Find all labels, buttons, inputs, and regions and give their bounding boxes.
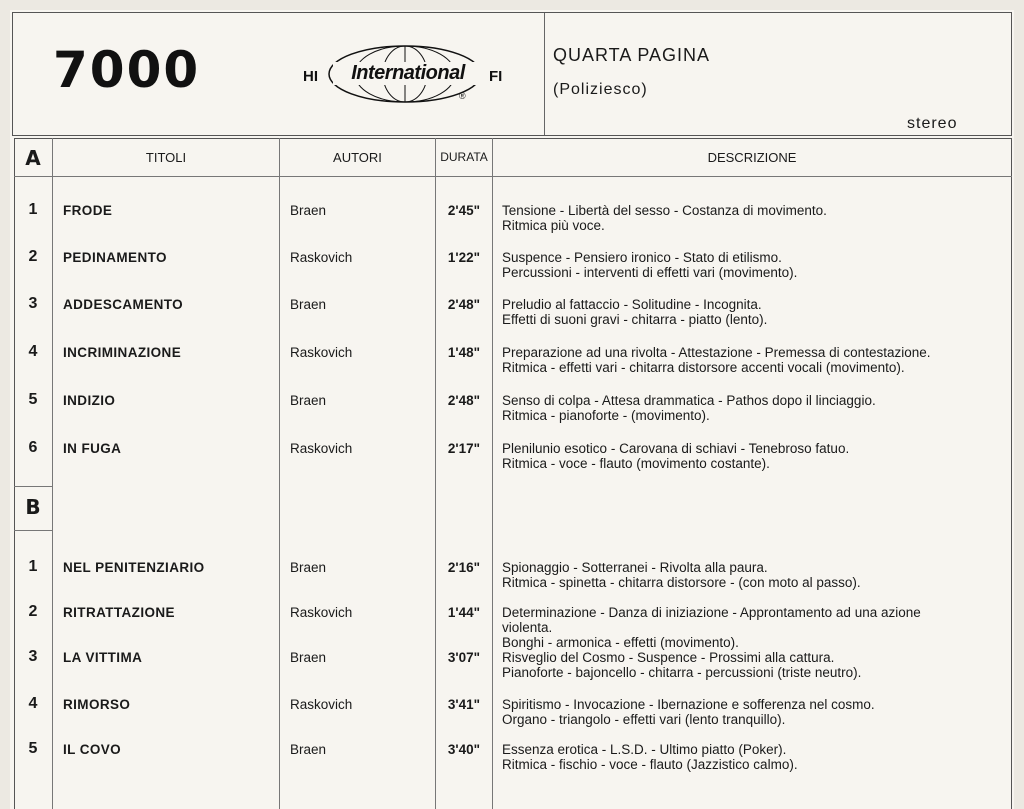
track-number: 5 [28,391,38,408]
track-title: PEDINAMENTO [63,250,167,265]
track-description [502,393,1006,423]
track-author: Braen [290,560,327,575]
track-duration: 1'44" [447,605,481,620]
track-description [502,441,1006,471]
track-author: Raskovich [290,345,353,360]
track-number: 3 [28,295,38,312]
description-line: Determinazione - Danza di iniziazione - Approntamento ad una azione [502,605,921,620]
series-title: QUARTA PAGINA [553,45,711,65]
side-a-label: A [25,146,41,170]
track-title: INDIZIO [63,393,116,408]
track-number: 4 [28,695,38,712]
track-title: RITRATTAZIONE [63,605,175,620]
track-number: 4 [28,343,38,360]
description-line: Bonghi - armonica - effetti (movimento). [502,635,739,650]
description-line: Risveglio del Cosmo - Suspence - Prossimi alla cattura. [502,650,835,665]
track-author: Braen [290,650,327,665]
track-title: FRODE [63,203,113,218]
genre: (Poliziesco) [553,81,648,98]
description-line: Essenza erotica - L.S.D. - Ultimo piatto (Poker). [502,742,787,757]
header [12,12,1012,136]
track-author: Braen [290,297,327,312]
track-duration: 2'16" [447,560,481,575]
description-line: Ritmica - spinetta - chitarra distorsore - (con moto al passo). [502,575,861,590]
header-rule [14,176,1012,177]
description-line: Plenilunio esotico - Carovana di schiavi - Tenebroso fatuo. [502,441,850,456]
track-title: LA VITTIMA [63,650,143,665]
registered-mark: ® [459,91,466,101]
column-divider [279,138,280,809]
column-header-titles: TITOLI [145,150,187,165]
description-line: Ritmica - voce - flauto (movimento costante). [502,456,770,471]
track-duration: 1'48" [447,345,481,360]
track-description [502,742,1006,772]
track-duration: 1'22" [447,250,481,265]
track-author: Raskovich [290,250,353,265]
track-author: Raskovich [290,441,353,456]
description-line: Preludio al fattaccio - Solitudine - Incognita. [502,297,762,312]
side-b-rule [14,486,53,487]
track-duration: 3'07" [447,650,481,665]
brand-prefix: HI [303,68,318,85]
description-line: Spiritismo - Invocazione - Ibernazione e sofferenza nel cosmo. [502,697,875,712]
description-line: Spionaggio - Sotterranei - Rivolta alla paura. [502,560,768,575]
format-label: stereo [907,115,958,132]
track-title: INCRIMINAZIONE [63,345,182,360]
track-author: Raskovich [290,605,353,620]
track-number: 5 [28,740,38,757]
description-line: Ritmica - fischio - voce - flauto (Jazzistico calmo). [502,757,798,772]
track-description [502,605,1006,650]
track-description [502,345,1006,375]
brand-name: International [333,62,483,85]
description-line: Senso di colpa - Attesa drammatica - Pathos dopo il linciaggio. [502,393,876,408]
brand-suffix: FI [489,68,503,85]
side-b-label: B [25,495,41,519]
description-line: Tensione - Libertà del sesso - Costanza di movimento. [502,203,827,218]
track-number: 2 [28,603,38,620]
description-line: Ritmica - effetti vari - chitarra distorsore accenti vocali (movimento). [502,360,905,375]
description-line: Preparazione ad una rivolta - Attestazione - Premessa di contestazione. [502,345,931,360]
description-line: Organo - triangolo - effetti vari (lento tranquillo). [502,712,786,727]
track-number: 3 [28,648,38,665]
description-line: Pianoforte - bajoncello - chitarra - percussioni (triste neutro). [502,665,862,680]
column-divider [52,138,53,809]
track-duration: 2'17" [447,441,481,456]
column-divider [492,138,493,809]
track-duration: 2'48" [447,297,481,312]
side-b-rule [14,530,53,531]
catalog-number: 7000 [53,41,201,99]
track-description [502,203,1006,233]
brand-logo [303,43,513,113]
track-author: Raskovich [290,697,353,712]
header-divider [544,13,545,135]
track-description [502,297,1006,327]
track-author: Braen [290,393,327,408]
description-line: Ritmica - pianoforte - (movimento). [502,408,710,423]
description-line: Percussioni - interventi di effetti vari (movimento). [502,265,798,280]
track-duration: 2'48" [447,393,481,408]
description-line: Suspence - Pensiero ironico - Stato di etilismo. [502,250,782,265]
track-title: ADDESCAMENTO [63,297,184,312]
track-title: RIMORSO [63,697,131,712]
track-description [502,697,1006,727]
track-number: 1 [28,558,38,575]
track-description [502,560,1006,590]
description-line: Ritmica più voce. [502,218,605,233]
column-header-duration: DURATA [440,150,488,164]
column-header-description: DESCRIZIONE [707,150,797,165]
track-number: 1 [28,201,38,218]
track-author: Braen [290,203,327,218]
track-description [502,250,1006,280]
track-title: NEL PENITENZIARIO [63,560,205,575]
track-number: 6 [28,439,38,456]
track-number: 2 [28,248,38,265]
track-description [502,650,1006,680]
column-header-authors: AUTORI [333,150,382,165]
track-duration: 2'45" [447,203,481,218]
description-line: Effetti di suoni gravi - chitarra - piatto (lento). [502,312,768,327]
track-title: IL COVO [63,742,122,757]
track-duration: 3'41" [447,697,481,712]
track-author: Braen [290,742,327,757]
track-duration: 3'40" [447,742,481,757]
track-title: IN FUGA [63,441,122,456]
description-line: violenta. [502,620,553,635]
